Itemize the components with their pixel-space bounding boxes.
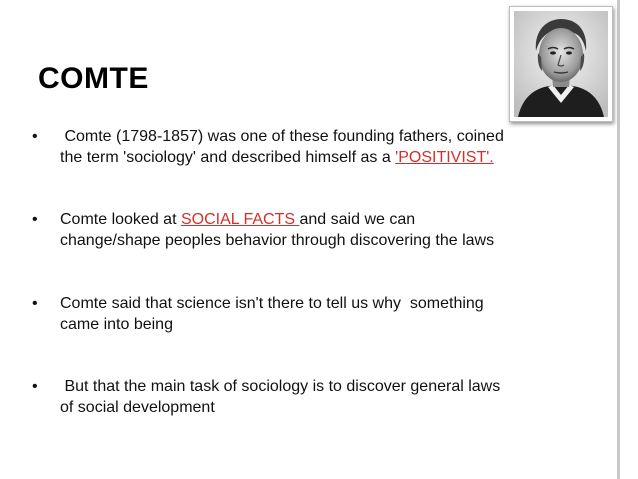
bullet-line: Comte said that science isn't there to tell us why something bbox=[60, 295, 484, 312]
bullet-marker: • bbox=[32, 128, 38, 145]
bullet-line bbox=[60, 147, 580, 168]
bullet-line: of social development bbox=[60, 399, 215, 416]
bullet-marker: • bbox=[32, 211, 38, 228]
bullet-line bbox=[60, 209, 580, 230]
slide-title: COMTE bbox=[38, 62, 149, 95]
bullet-text bbox=[60, 209, 580, 251]
bullet-marker: • bbox=[32, 378, 38, 395]
bullet-text bbox=[60, 293, 580, 335]
social-facts-highlight: SOCIAL FACTS bbox=[180, 211, 300, 228]
slide-edge-rule bbox=[617, 0, 620, 479]
bullet-line-text: Comte looked at bbox=[60, 211, 181, 228]
bullet-line: Comte (1798-1857) was one of these founding fathers, coined bbox=[60, 128, 504, 145]
bullet-text bbox=[60, 126, 580, 168]
bullet-text bbox=[60, 376, 580, 418]
bullet-line: came into being bbox=[60, 316, 173, 333]
bullet-marker: • bbox=[32, 295, 38, 312]
positivist-highlight: 'POSITIVIST'. bbox=[395, 149, 494, 166]
bullet-line: But that the main task of sociology is to discover general laws bbox=[60, 378, 501, 395]
bullet-line-text: the term 'sociology' and described himself as a bbox=[60, 149, 396, 166]
portrait-engraving-icon bbox=[514, 11, 608, 117]
portrait-frame bbox=[509, 6, 613, 122]
bullet-line-text: and said we can bbox=[299, 211, 416, 228]
bullet-line: change/shape peoples behavior through discovering the laws bbox=[60, 232, 495, 249]
